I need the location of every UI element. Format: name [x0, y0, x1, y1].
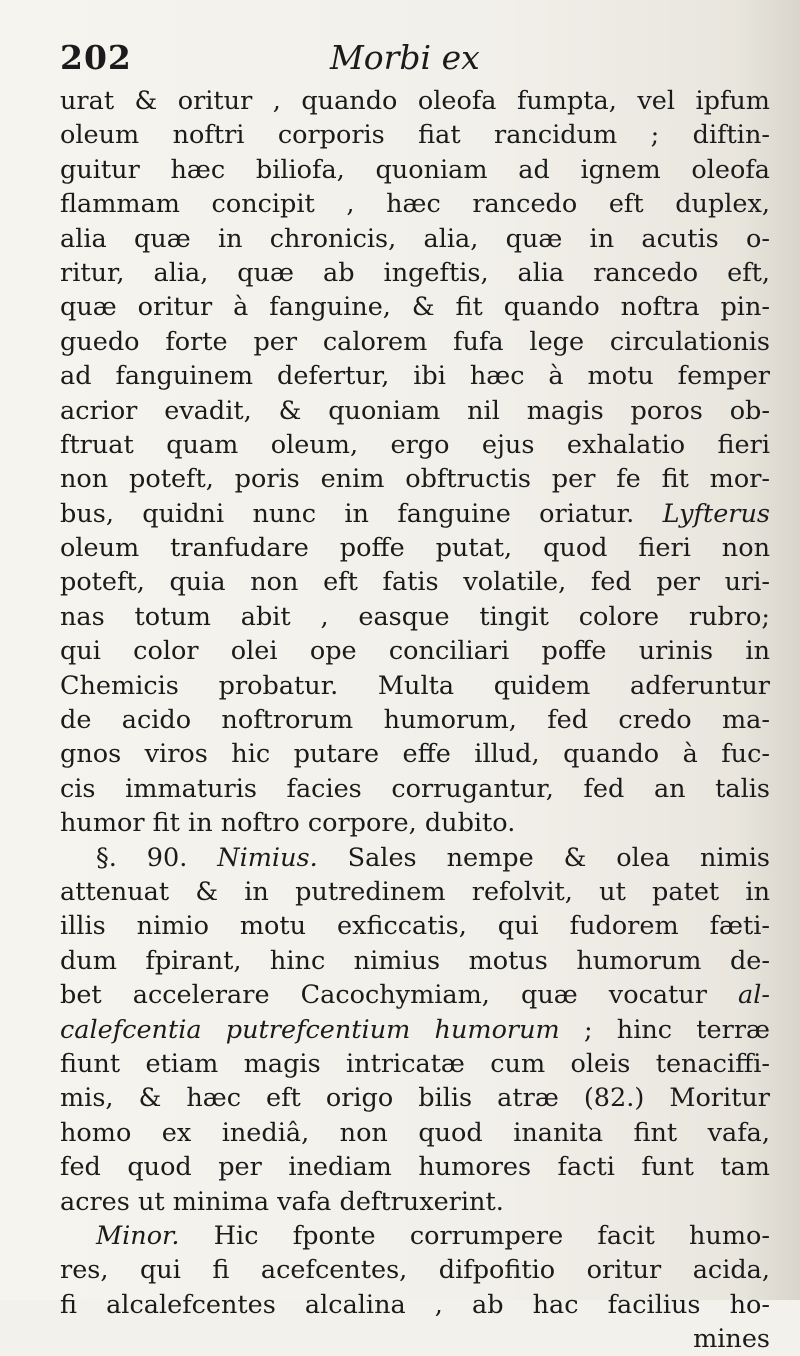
text-segment: dum fpirant, hinc nimius motus humorum de- [60, 945, 770, 976]
text-line [60, 531, 770, 565]
text-line [60, 256, 770, 290]
text-line [60, 290, 770, 324]
text-segment: acres ut minima vafa deftruxerint. [60, 1186, 504, 1217]
text-line [60, 634, 770, 668]
text-line [60, 1288, 770, 1322]
italic-text: Minor. [96, 1220, 180, 1251]
text-segment: bet accelerare Cacochymiam, quæ vocatur [60, 980, 739, 1011]
text-segment: nas totum abit , easque tingit colore rubro; [60, 601, 770, 632]
text-line [60, 118, 770, 152]
text-line [60, 1253, 770, 1287]
text-line [60, 187, 770, 221]
text-segment: fi alcalefcentes alcalina , ab hac facilius ho- [60, 1289, 770, 1320]
page-header [60, 38, 770, 88]
text-segment: oleum noftri corporis fiat rancidum ; diftin- [60, 120, 770, 151]
text-segment: mines [693, 1324, 770, 1355]
text-line [60, 703, 770, 737]
text-line [60, 1322, 770, 1356]
text-segment: qui color olei ope conciliari poffe urinis in [60, 636, 770, 667]
text-line [60, 1150, 770, 1184]
text-segment: non poteft, poris enim obftructis per fe fit mor- [60, 464, 770, 495]
text-segment: illis nimio motu exficcatis, qui fudorem fæti- [60, 911, 770, 942]
text-line [60, 325, 770, 359]
text-segment: ftruat quam oleum, ergo ejus exhalatio fieri [60, 429, 770, 460]
text-line [60, 394, 770, 428]
text-segment: §. 90. [96, 842, 218, 873]
text-line [60, 669, 770, 703]
text-segment: fed quod per inediam humores facti funt tam [60, 1152, 770, 1183]
text-line [60, 909, 770, 943]
text-line [60, 1013, 770, 1047]
italic-text: calefcentia putrefcentium humorum [60, 1014, 560, 1045]
text-line [60, 772, 770, 806]
text-segment: ad fanguinem defertur, ibi hæc à motu femper [60, 361, 770, 392]
text-line [60, 428, 770, 462]
text-line [60, 359, 770, 393]
text-segment: gnos viros hic putare effe illud, quando à fuc- [60, 739, 770, 770]
text-line [60, 565, 770, 599]
text-segment: poteft, quia non eft fatis volatile, fed per uri- [60, 567, 770, 598]
text-segment: de acido noftrorum humorum, fed credo ma- [60, 705, 770, 736]
text-segment: acrior evadit, & quoniam nil magis poros ob- [60, 395, 770, 426]
text-segment: oleum tranfudare poffe putat, quod fieri non [60, 533, 770, 564]
text-line [60, 222, 770, 256]
text-line [60, 497, 770, 531]
text-segment: ritur, alia, quæ ab ingeftis, alia rancedo eft, [60, 257, 770, 288]
text-segment: mis, & hæc eft origo bilis atræ (82.) Moritur [60, 1083, 770, 1114]
text-segment: res, qui fi acefcentes, difpofitio oritur acida, [60, 1255, 770, 1286]
text-segment: Sales nempe & olea nimis [317, 842, 770, 873]
text-segment: Chemicis probatur. Multa quidem adferuntur [60, 670, 770, 701]
text-segment: Hic fponte corrumpere facit humo- [179, 1220, 770, 1251]
italic-text: Lyfterus [662, 498, 770, 529]
text-segment: homo ex inediâ, non quod inanita fint vafa, [60, 1117, 770, 1148]
running-head: Morbi ex [330, 38, 480, 77]
text-line [60, 1116, 770, 1150]
italic-text: Nimius. [217, 842, 318, 873]
text-line [60, 1047, 770, 1081]
text-segment: urat & oritur , quando oleofa fumpta, vel ipfum [60, 86, 770, 116]
text-segment: ; hinc terræ [559, 1014, 770, 1045]
text-line [60, 806, 770, 840]
text-line [60, 600, 770, 634]
text-segment: humor fit in noftro corpore, dubito. [60, 808, 516, 839]
text-segment: attenuat & in putredinem refolvit, ut patet in [60, 876, 770, 907]
text-line [60, 841, 770, 875]
text-line [60, 1185, 770, 1219]
text-segment: quæ oritur à fanguine, & fit quando noftra pin- [60, 292, 770, 323]
text-line [60, 737, 770, 771]
text-segment: cis immaturis facies corrugantur, fed an talis [60, 773, 770, 804]
text-segment: guedo forte per calorem fufa lege circulationis [60, 326, 770, 357]
text-line [60, 944, 770, 978]
text-line [60, 1081, 770, 1115]
text-line [60, 84, 770, 118]
text-segment: bus, quidni nunc in fanguine oriatur. [60, 498, 663, 529]
text-segment: alia quæ in chronicis, alia, quæ in acutis o- [60, 223, 770, 254]
text-segment: fiunt etiam magis intricatæ cum oleis tenaciffi- [60, 1048, 770, 1079]
text-line [60, 153, 770, 187]
text-segment: guitur hæc biliofa, quoniam ad ignem oleofa [60, 154, 770, 185]
italic-text: al- [738, 980, 770, 1011]
body-text [60, 84, 770, 1356]
text-line [60, 462, 770, 496]
text-line [60, 1219, 770, 1253]
text-segment: flammam concipit , hæc rancedo eft duplex, [60, 189, 770, 220]
text-line [60, 978, 770, 1012]
page-number: 202 [60, 38, 132, 77]
text-line [60, 875, 770, 909]
